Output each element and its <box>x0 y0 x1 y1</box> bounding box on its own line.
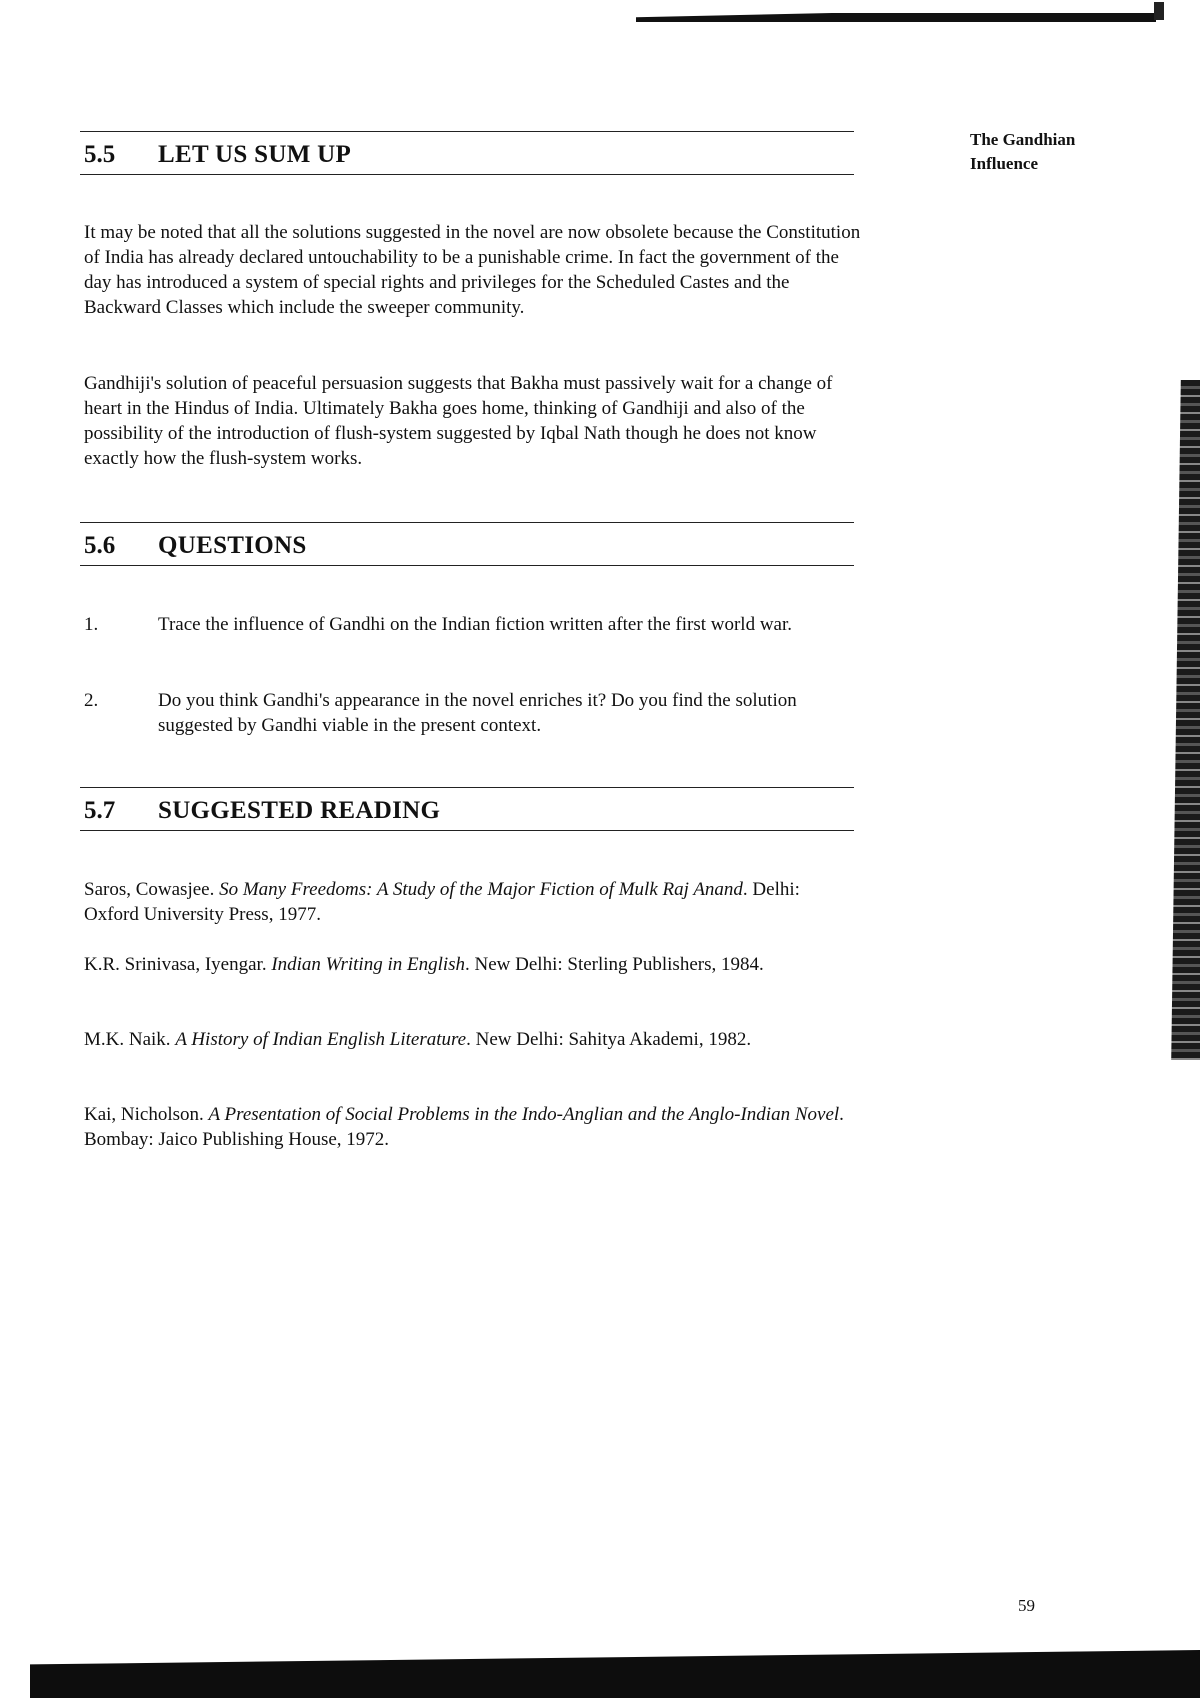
reference-publisher: . New Delhi: Sahitya Akademi, 1982. <box>466 1029 752 1050</box>
reference-author: K.R. Srinivasa, Iyengar. <box>84 954 272 975</box>
reference-entry <box>84 952 844 977</box>
section-title: QUESTIONS <box>158 532 307 559</box>
question-text: Trace the influence of Gandhi on the Indian fiction written after the first world war. <box>158 614 793 635</box>
reference-entry <box>84 1027 844 1052</box>
scan-top-mark <box>1154 2 1164 20</box>
section-title: SUGGESTED READING <box>158 797 441 824</box>
margin-label <box>970 128 1075 176</box>
section-heading-suggested-reading <box>80 787 854 831</box>
question-text: Do you think Gandhi's appearance in the novel enriches it? Do you find the solution suggested by Gandhi viable in the present context. <box>158 690 797 736</box>
section-number: 5.5 <box>84 141 116 168</box>
question-number: 1. <box>84 614 99 635</box>
page-number: 59 <box>1018 1596 1035 1615</box>
reference-publisher: . Bombay: Jaico Publishing House, 1972. <box>84 1104 844 1150</box>
margin-label-line2: Influence <box>970 154 1038 173</box>
reference-author: Kai, Nicholson. <box>84 1104 209 1125</box>
section-heading-sum-up <box>80 131 854 175</box>
summary-paragraph: It may be noted that all the solutions suggested in the novel are now obsolete because the Constitution of India has already declared untouchability to be a punishable crime. In fact the government of the day has introduced a system of special rights and privileges for the Scheduled Castes and the Backward Classes which include the sweeper community. <box>84 222 861 318</box>
section-title: LET US SUM UP <box>158 141 352 168</box>
scan-right-edge <box>1168 380 1200 1060</box>
scan-top-bar <box>636 6 1156 22</box>
section-number: 5.7 <box>84 797 116 824</box>
reference-author: M.K. Naik. <box>84 1029 176 1050</box>
reference-publisher: . New Delhi: Sterling Publishers, 1984. <box>465 954 764 975</box>
reference-entry <box>84 877 844 927</box>
reference-author: Saros, Cowasjee. <box>84 879 220 900</box>
summary-paragraph: Gandhiji's solution of peaceful persuasion suggests that Bakha must passively wait for a change of heart in the Hindus of India. Ultimately Bakha goes home, thinking of Gandhiji and also of the possibility of the introduction of flush-system suggested by Iqbal Nath though he does not know exactly how the flush-system works. <box>84 373 833 469</box>
reference-title: So Many Freedoms: A Study of the Major Fiction of Mulk Raj Anand <box>219 879 743 900</box>
scan-bottom-bar <box>30 1650 1200 1698</box>
reference-entry <box>84 1102 844 1152</box>
reference-publisher: . Delhi: Oxford University Press, 1977. <box>84 879 800 925</box>
question-number: 2. <box>84 690 99 711</box>
reference-title: Indian Writing in English <box>271 954 466 975</box>
section-number: 5.6 <box>84 532 116 559</box>
reference-title: A Presentation of Social Problems in the Indo-Anglian and the Anglo-Indian Novel <box>208 1104 840 1125</box>
reference-title: A History of Indian English Literature <box>175 1029 467 1050</box>
margin-label-line1: The Gandhian <box>970 130 1076 149</box>
section-heading-questions <box>80 522 854 566</box>
